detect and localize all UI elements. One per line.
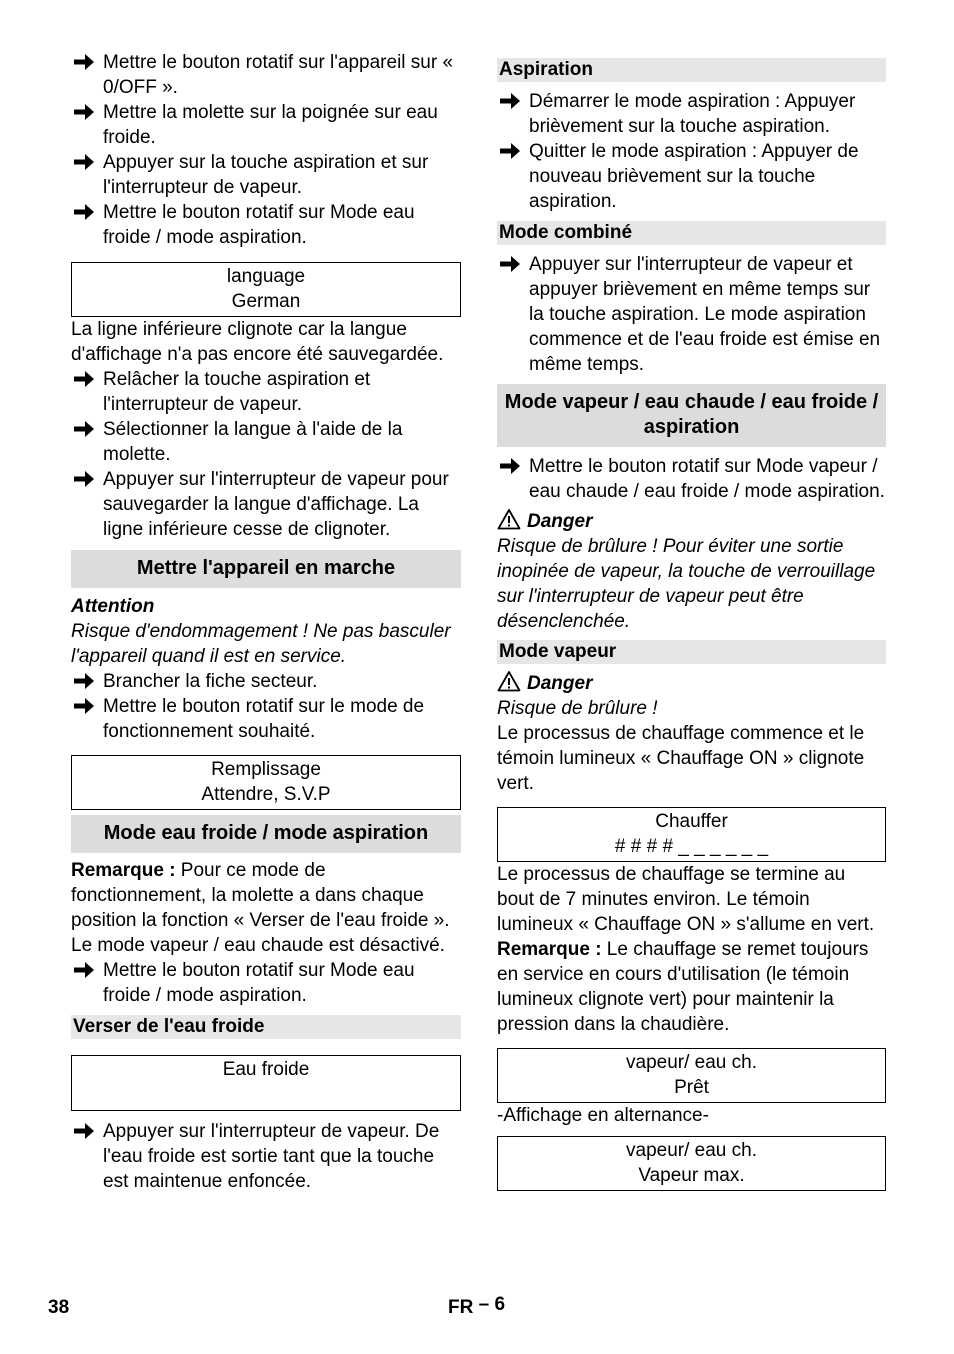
step-list xyxy=(497,454,886,504)
alternance-text: -Affichage en alternance- xyxy=(497,1105,709,1126)
arrow-right-icon xyxy=(499,90,521,112)
step-item: Brancher la fiche secteur. xyxy=(71,669,461,694)
display-box-remplissage: Remplissage Attendre, S.V.P xyxy=(71,755,461,810)
section-heading-eau-froide: Mode eau froide / mode aspiration xyxy=(71,815,461,853)
step-item: Mettre le bouton rotatif sur Mode eau froide / mode aspiration. xyxy=(71,958,461,1008)
arrow-right-icon xyxy=(499,140,521,162)
step-list xyxy=(71,669,461,744)
danger-text: Risque de brûlure ! Pour éviter une sortie inopinée de vapeur, la touche de verrouillage sur l'interrupteur de vapeur peut être désenclenchée. xyxy=(497,536,876,632)
subheading-combine: Mode combiné xyxy=(497,221,886,245)
danger-heading: Danger xyxy=(497,670,886,696)
step-item: Appuyer sur la touche aspiration et sur l'interrupteur de vapeur. xyxy=(71,150,461,200)
arrow-right-icon xyxy=(73,368,95,390)
step-item: Mettre la molette sur la poignée sur eau froide. xyxy=(71,100,461,150)
page-number: 38 xyxy=(48,1297,70,1318)
arrow-right-icon xyxy=(73,101,95,123)
warning-triangle-icon xyxy=(497,670,521,692)
footer-lang: FR – 6 xyxy=(448,1294,506,1318)
step-item: Appuyer sur l'interrupteur de vapeur. De l'eau froide est sortie tant que la touche est maintenue enfoncée. xyxy=(71,1119,461,1194)
step-item: Relâcher la touche aspiration et l'interrupteur de vapeur. xyxy=(71,367,461,417)
step-list xyxy=(71,958,461,1008)
left-column xyxy=(71,50,461,1194)
attention-label: Attention xyxy=(71,596,155,617)
step-list xyxy=(71,367,461,542)
step-item: Démarrer le mode aspiration : Appuyer brièvement sur la touche aspiration. xyxy=(497,89,886,139)
subheading-aspiration: Aspiration xyxy=(497,58,886,82)
step-item: Mettre le bouton rotatif sur Mode vapeur / eau chaude / eau froide / mode aspiration. xyxy=(497,454,886,504)
paragraph: La ligne inférieure clignote car la langue d'affichage n'a pas encore été sauvegardée. xyxy=(71,319,444,365)
danger-heading: Danger xyxy=(497,508,886,534)
arrow-right-icon xyxy=(499,455,521,477)
step-list xyxy=(497,252,886,377)
arrow-right-icon xyxy=(73,959,95,981)
display-box-language: language German xyxy=(71,262,461,317)
display-box-pret: vapeur/ eau ch. Prêt xyxy=(497,1048,886,1103)
arrow-right-icon xyxy=(73,418,95,440)
display-box-vapeur-max: vapeur/ eau ch. Vapeur max. xyxy=(497,1136,886,1191)
arrow-right-icon xyxy=(73,1120,95,1142)
warning-triangle-icon xyxy=(497,508,521,530)
subheading-verser: Verser de l'eau froide xyxy=(71,1015,461,1039)
right-column xyxy=(497,58,886,1191)
paragraph: Le processus de chauffage commence et le témoin lumineux « Chauffage ON » clignote vert. xyxy=(497,723,865,794)
display-box-eau-froide: Eau froide xyxy=(71,1055,461,1111)
remarque-paragraph: Remarque : Pour ce mode de fonctionnement, la molette a dans chaque position la fonction « Verser de l'eau froide ». Le mode vapeur / eau chaude est désactivé. xyxy=(71,860,450,956)
arrow-right-icon xyxy=(73,670,95,692)
section-heading-vapeur: Mode vapeur / eau chaude / eau froide / aspiration xyxy=(497,384,886,447)
step-item: Quitter le mode aspiration : Appuyer de nouveau brièvement sur la touche aspiration. xyxy=(497,139,886,214)
arrow-right-icon xyxy=(499,253,521,275)
step-item: Mettre le bouton rotatif sur le mode de fonctionnement souhaité. xyxy=(71,694,461,744)
arrow-right-icon xyxy=(73,51,95,73)
arrow-right-icon xyxy=(73,695,95,717)
danger-text: Risque de brûlure ! xyxy=(497,698,658,719)
attention-text: Risque d'endommagement ! Ne pas basculer l'appareil quand il est en service. xyxy=(71,621,451,667)
remarque-paragraph: Remarque : Le chauffage se remet toujours en service en cours d'utilisation (le témoin lumineux clignote vert) pour maintenir la pression dans la chaudière. xyxy=(497,939,869,1035)
step-list xyxy=(497,89,886,214)
step-item: Mettre le bouton rotatif sur l'appareil sur « 0/OFF ». xyxy=(71,50,461,100)
step-list xyxy=(71,1119,461,1194)
arrow-right-icon xyxy=(73,468,95,490)
paragraph: Le processus de chauffage se termine au bout de 7 minutes environ. Le témoin lumineux « Chauffage ON » s'allume en vert. xyxy=(497,864,875,935)
section-heading-marche: Mettre l'appareil en marche xyxy=(71,550,461,588)
arrow-right-icon xyxy=(73,151,95,173)
step-item: Appuyer sur l'interrupteur de vapeur pour sauvegarder la langue d'affichage. La ligne inférieure cesse de clignoter. xyxy=(71,467,461,542)
subheading-mode-vapeur: Mode vapeur xyxy=(497,640,886,664)
step-item: Appuyer sur l'interrupteur de vapeur et appuyer brièvement en même temps sur la touche aspiration. Le mode aspiration commence et de l'eau froide est émise en même temps. xyxy=(497,252,886,377)
arrow-right-icon xyxy=(73,201,95,223)
display-box-chauffer: Chauffer # # # # _ _ _ _ _ _ xyxy=(497,807,886,862)
step-list xyxy=(71,50,461,250)
step-item: Sélectionner la langue à l'aide de la molette. xyxy=(71,417,461,467)
step-item: Mettre le bouton rotatif sur Mode eau froide / mode aspiration. xyxy=(71,200,461,250)
